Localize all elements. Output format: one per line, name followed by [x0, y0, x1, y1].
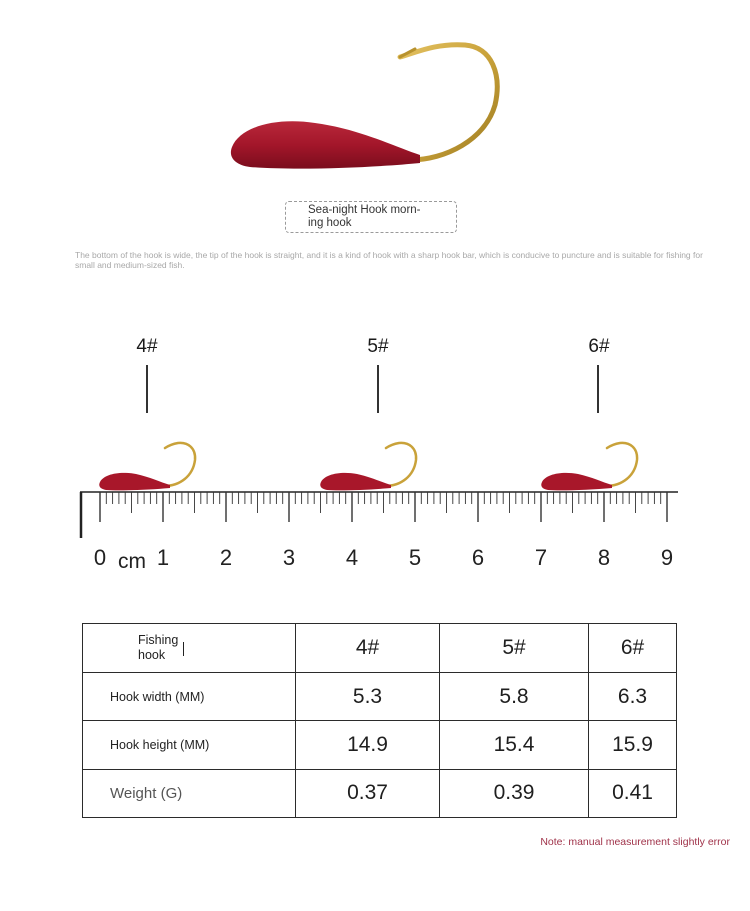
row-label-width: Hook width (MM) [83, 673, 296, 721]
spec-table [82, 623, 677, 818]
ruler-number-1: 1 [156, 545, 170, 570]
size-pointer-6 [597, 365, 599, 413]
column-header-6: 6# [589, 624, 677, 673]
cell-weight-4: 0.37 [296, 769, 440, 817]
cell-height-5: 15.4 [440, 721, 589, 769]
caption-line-1: Sea-night Hook morn- [308, 204, 421, 216]
cell-width-4: 5.3 [296, 673, 440, 721]
ruler-number-2: 2 [219, 545, 233, 570]
size-label-6: 6# [588, 336, 610, 357]
size-label-5: 5# [367, 336, 389, 357]
measurement-note: Note: manual measurement slightly error [540, 836, 730, 848]
ruler-number-6: 6 [471, 545, 485, 570]
ruler-number-9: 9 [660, 545, 674, 570]
ruler-number-0: 0 [93, 545, 107, 570]
ruler-with-hooks [78, 440, 678, 580]
caption-box [285, 201, 457, 233]
row-label-weight: Weight (G) [83, 769, 296, 817]
corner-header [83, 624, 296, 673]
caption-line-2: ing hook [308, 217, 352, 229]
table-header-row [83, 624, 677, 673]
description-text: The bottom of the hook is wide, the tip of the hook is straight, and it is a kind of hook with a sharp hook bar, which is conducive to puncture and is suitable for fishing for small and medium-sized fish. [75, 250, 703, 270]
size-pointer-5 [377, 365, 379, 413]
size-label-4: 4# [136, 336, 158, 357]
cell-width-6: 6.3 [589, 673, 677, 721]
ruler-number-4: 4 [345, 545, 359, 570]
ruler-unit-label: cm [118, 550, 146, 573]
cell-weight-6: 0.41 [589, 769, 677, 817]
cell-width-5: 5.8 [440, 673, 589, 721]
size-pointer-4 [146, 365, 148, 413]
cell-height-6: 15.9 [589, 721, 677, 769]
corner-header-line-1: Fishing [138, 633, 179, 648]
small-hook-5 [320, 443, 416, 490]
table-row [83, 673, 677, 721]
ruler-number-8: 8 [597, 545, 611, 570]
corner-header-line-2: hook [138, 648, 166, 663]
row-label-height: Hook height (MM) [83, 721, 296, 769]
cell-height-4: 14.9 [296, 721, 440, 769]
small-hook-4 [99, 443, 195, 490]
table-row [83, 721, 677, 769]
cell-weight-5: 0.39 [440, 769, 589, 817]
table-row [83, 769, 677, 817]
small-hook-6 [541, 443, 637, 490]
ruler-number-5: 5 [408, 545, 422, 570]
hero-hook-image [220, 35, 520, 185]
column-header-5: 5# [440, 624, 589, 673]
ruler-number-7: 7 [534, 545, 548, 570]
column-header-4: 4# [296, 624, 440, 673]
ruler-number-3: 3 [282, 545, 296, 570]
